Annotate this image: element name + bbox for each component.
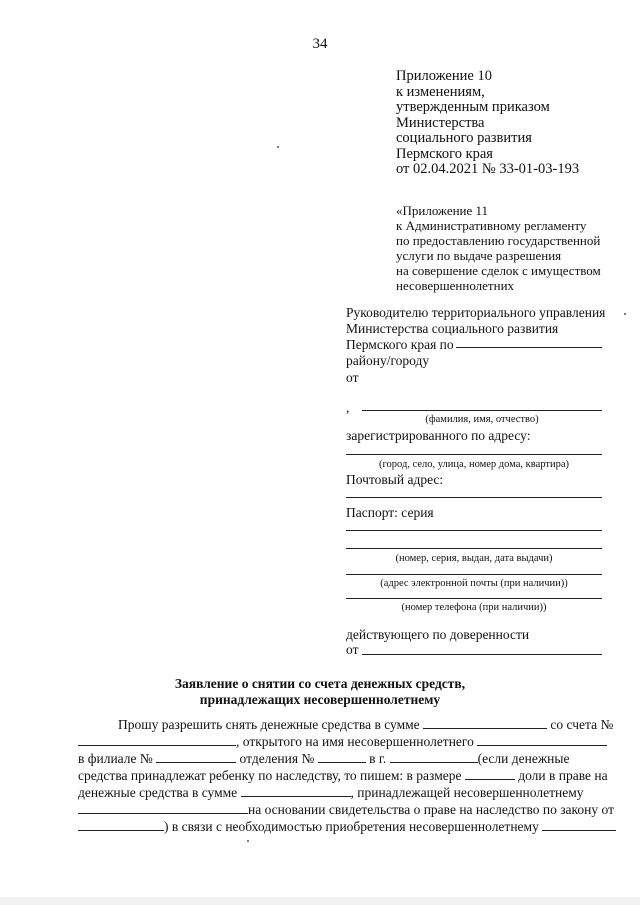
fio-caption: (фамилия, имя, отчество) xyxy=(425,414,539,425)
registered-label: зарегистрированного по адресу: xyxy=(346,428,531,443)
address-caption: (город, село, улица, номер дома, квартира) xyxy=(379,459,569,470)
passport-blank-line xyxy=(346,530,602,531)
body-line-3 xyxy=(78,750,569,767)
body-text: , принадлежащей несовершеннолетнему xyxy=(350,785,584,800)
email-blank-line xyxy=(346,574,602,575)
addressee-line: Руководителю территориального управления xyxy=(346,305,606,320)
inheritance-sum-blank xyxy=(241,784,351,797)
account-blank xyxy=(78,733,236,746)
appendix-10-line: Министерства xyxy=(396,114,485,131)
scan-speck xyxy=(624,313,626,315)
purpose-blank xyxy=(542,818,616,831)
comma-mark: , xyxy=(346,400,350,415)
page-number: 34 xyxy=(312,36,328,52)
scan-edge xyxy=(0,897,640,905)
appendix-10-line: от 02.04.2021 № 33-01-03-193 xyxy=(396,161,580,177)
body-text: в филиале № xyxy=(78,751,153,766)
proxy-from-label: от xyxy=(346,642,359,657)
postal-label: Почтовый адрес: xyxy=(346,472,444,487)
body-line-2 xyxy=(78,733,607,750)
body-line-4 xyxy=(78,767,608,784)
proxy-label: действующего по доверенности xyxy=(346,627,530,642)
body-line-5 xyxy=(78,784,584,801)
body-line-1 xyxy=(118,716,613,733)
appendix-11-line: к Административному регламенту xyxy=(396,218,587,233)
appendix-11-line: «Приложение 11 xyxy=(396,203,489,218)
city-blank xyxy=(390,750,478,763)
email-caption: (адрес электронной почты (при наличии)) xyxy=(380,578,568,589)
body-text: средства принадлежат ребенку по наследству, то пишем: в размере xyxy=(78,768,462,783)
proxy-blank-line xyxy=(362,654,602,655)
phone-blank-line xyxy=(346,598,602,599)
fio-blank-line xyxy=(362,410,602,411)
region-blank-line xyxy=(456,347,602,348)
from-label: от xyxy=(346,370,359,385)
appendix-11-line: услуги по выдаче разрешения xyxy=(396,248,562,263)
addressee-line: району/городу xyxy=(346,353,430,368)
appendix-11-line: по предоставлению государственной xyxy=(396,233,601,248)
addressee-line: Министерства социального развития xyxy=(346,321,559,336)
body-text: в г. xyxy=(369,751,387,766)
body-text: , открытого на имя несовершеннолетнего xyxy=(236,734,474,749)
appendix-11-line: на совершение сделок с имуществом xyxy=(396,263,601,278)
body-text: со счета № xyxy=(550,717,614,732)
appendix-11-block xyxy=(396,203,601,293)
scan-speck xyxy=(277,146,279,148)
certificate-date-blank xyxy=(78,818,164,831)
body-text: (если денежные xyxy=(477,751,570,766)
document-title xyxy=(0,676,640,708)
body-text: доли в праве на xyxy=(518,768,608,783)
department-blank xyxy=(318,750,366,763)
passport-caption: (номер, серия, выдан, дата выдачи) xyxy=(395,553,553,564)
passport-blank-line-2 xyxy=(346,548,602,549)
passport-label: Паспорт: серия xyxy=(346,505,434,520)
body-text: на основании свидетельства о праве на наследство по закону от xyxy=(248,802,614,817)
body-text: Прошу разрешить снять денежные средства в сумме xyxy=(118,717,420,732)
body-line-7 xyxy=(78,818,616,835)
certificate-blank xyxy=(78,801,248,814)
addressee-line: Пермского края по xyxy=(346,337,454,352)
appendix-10-line: утвержденным приказом xyxy=(396,99,550,115)
postal-blank-line xyxy=(346,497,602,498)
body-text: ) в связи с необходимостью приобретения несовершеннолетнему xyxy=(164,819,539,834)
appendix-10-line: социального развития xyxy=(396,130,532,146)
title-line: принадлежащих несовершеннолетнему xyxy=(199,692,441,707)
phone-caption: (номер телефона (при наличии)) xyxy=(401,602,547,613)
appendix-10-block xyxy=(396,69,579,178)
appendix-11-line: несовершеннолетних xyxy=(396,278,515,293)
body-text: денежные средства в сумме xyxy=(78,785,238,800)
scan-speck xyxy=(247,840,249,842)
appendix-10-line: к изменениям, xyxy=(396,83,485,100)
body-text: отделения № xyxy=(239,751,315,766)
sum-blank xyxy=(423,716,547,729)
title-line: Заявление о снятии со счета денежных средств, xyxy=(174,676,466,691)
minor-name-blank xyxy=(477,733,607,746)
body-line-6 xyxy=(78,801,614,818)
address-blank-line xyxy=(346,454,602,455)
branch-blank xyxy=(156,750,236,763)
appendix-10-line: Пермского края xyxy=(396,145,493,162)
appendix-10-line: Приложение 10 xyxy=(396,68,492,84)
share-blank xyxy=(465,767,515,780)
